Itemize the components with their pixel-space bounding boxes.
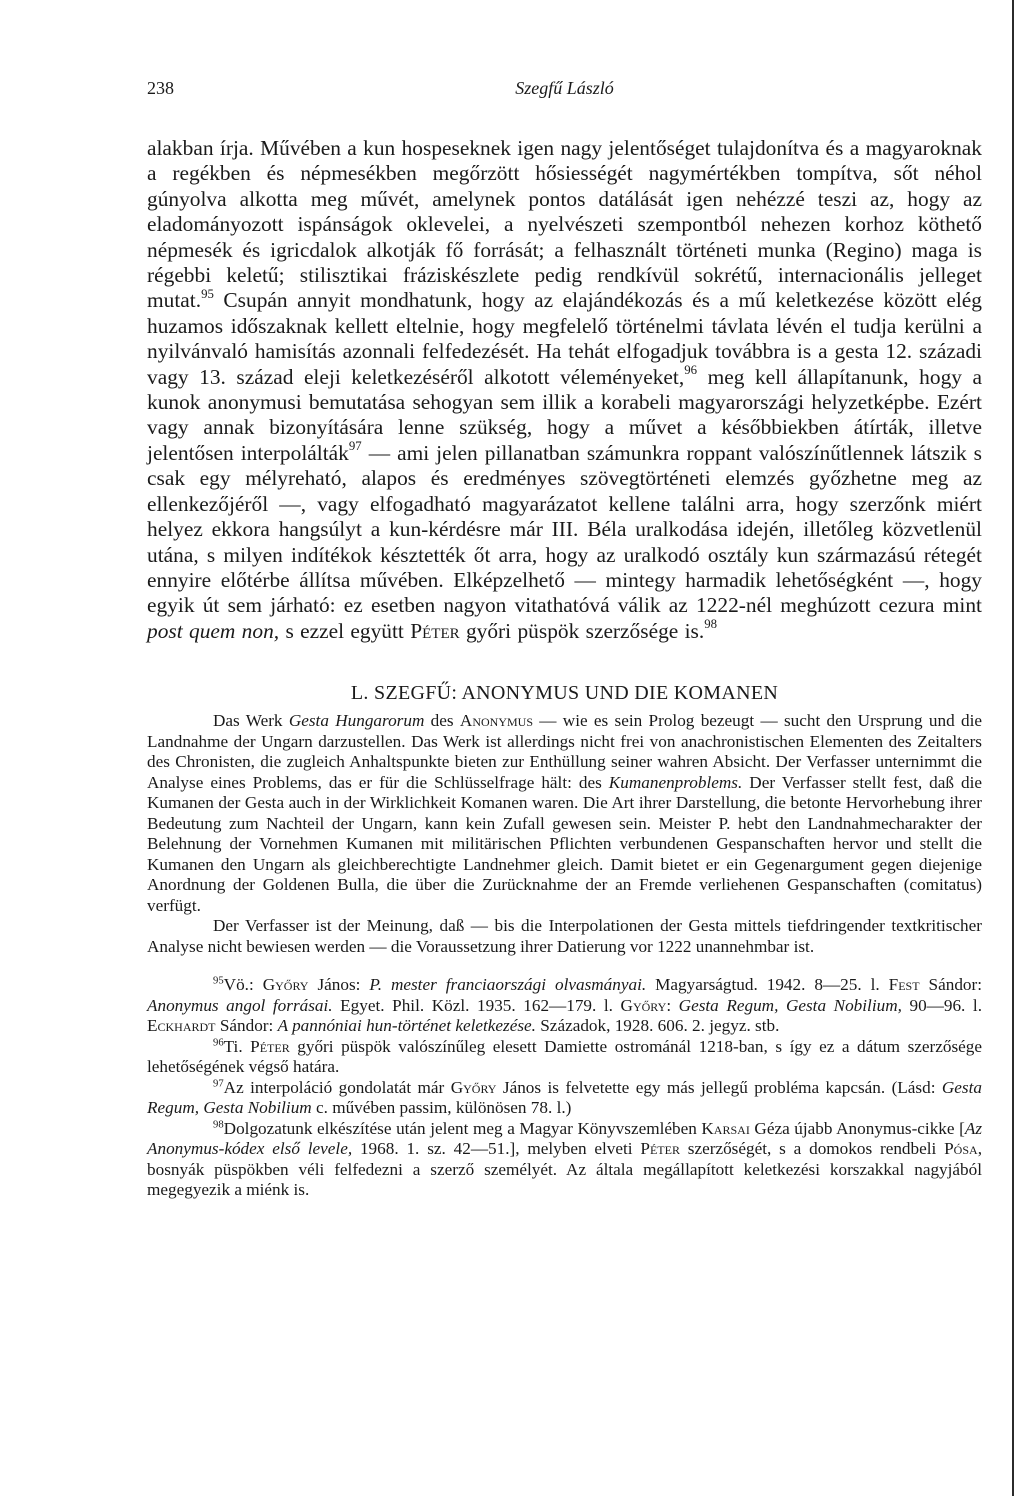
footnote-ref-97[interactable]: 97 [348, 439, 362, 454]
work-title: Gesta Regum, Gesta Nobilium, [678, 995, 902, 1015]
work-title: P. mester franciaországi olvasmányai. [369, 975, 647, 995]
author-name: Péter [410, 618, 460, 643]
text-run: Ti. [223, 1036, 251, 1056]
text-run: alakban írja. Művében a kun hospeseknek igen nagy jelentőséget tulajdonítva és a magyaroknak a regékben és népmesékben megőrzött hősiességét nagymértékben tompítva, sőt néhol gúnyolva alkotta meg művét, amelynek pontos datálását igen nehézzé teszi az, hogy az eladományozott ispánságok oklevelei, a nyelvészeti szempontból nehezen korhoz köthető népmesék és igricdalok alkotják fő forrását; a felhasznált történeti munka (Regino) maga is régebbi keletű; stilisztikai fráziskészlete pedig rendkívül sokrétű, internacionális jelleget mutat. [147, 136, 982, 313]
text-run: Vö.: [223, 975, 263, 995]
text-run: 90—96. l. [901, 995, 982, 1015]
text-run: c. művében passim, különösen 78. l.) [311, 1098, 572, 1118]
author-name: Pósa [944, 1139, 978, 1159]
work-title: Gesta Hungarorum [288, 711, 425, 731]
text-run: győri püspök valószínűleg elesett Damiette ostrománál 1218-ban, s így ez a dátum szerzősége lehetőségének végső határa. [147, 1036, 982, 1077]
book-page [147, 70, 982, 1201]
text-run: meg kell állapítanunk, hogy a kunok anonymusi bemutatása sehogyan sem illik a korabeli magyarországi helyzetképbe. Ezért vagy annak bizonyítására lenne szükség, hogy a művet a későbbiekben átírták, illetve jelentősen interpolálták [147, 364, 983, 465]
work-title: Anonymus angol forrásai. [147, 995, 333, 1015]
author-name: Győry [620, 995, 667, 1015]
text-run: Das Werk [213, 711, 289, 731]
text-run: Századok, 1928. 606. 2. jegyz. stb. [535, 1016, 780, 1036]
footnote-98 [147, 1119, 982, 1201]
text-run: Sándor: [919, 975, 983, 995]
footnote-number: 98 [213, 1118, 224, 1130]
work-title: Gesta Regum, Gesta Nobilium [147, 1077, 982, 1118]
main-paragraph [147, 136, 982, 644]
page-edge-line [1012, 0, 1014, 1496]
summary-title: L. SZEGFŰ: ANONYMUS UND DIE KOMANEN [350, 682, 779, 705]
text-run: Az interpoláció gondolatát már [223, 1077, 451, 1097]
footnote-95 [147, 975, 982, 1037]
text-run: szerzőségét, s a domokos rendbeli [679, 1139, 945, 1159]
author-name: Péter [250, 1036, 290, 1056]
text-run: Géza újabb Anonymus-cikke [ [749, 1118, 965, 1138]
footnote-number: 95 [213, 975, 224, 987]
page-number: 238 [147, 78, 174, 98]
text-run: János is felvetette egy más jellegű problémа kapcsán. (Lásd: [496, 1077, 942, 1097]
summary-paragraph: Der Verfasser ist der Meinung, daß — bis die Interpolationen der Gesta mittels tiefdringender textkritischer Analyse nicht bewiesen werden — die Voraussetzung ihrer Datierung vor 1222 unannehmbar ist. [147, 916, 982, 956]
text-run: Csupán annyit mondhatunk, hogy az elajándékozás és a mű keletkezése között elég huzamos időszaknak kellett eltelnie, hogy megfelelő történelmi távlata lévén el tudja kerülni a nyilvánvaló hamisítás azonnali felfedezését. Ha tehát elfogadjuk továbbra is a gesta 12. századi vagy 13. század eleji keletkezéséről alkotott véleményeket, [147, 288, 982, 389]
german-summary [147, 711, 982, 957]
footnote-number: 97 [213, 1077, 224, 1089]
latin-phrase: post quem non, [147, 618, 280, 643]
text-run: Der Verfasser stellt fest, daß die Kumanen der Gesta auch in der Wirklichkeit Komanen waren. Die Art ihrer Darstellung, die betonte Hervorhebung ihrer Bedeutung zum Nachteil der Ungarn, kann kein Zufall gewesen sein. Meister P. hebt den Landnahmecharakter der Belehnung der Vornehmen Kumanen mit militärischen Pflichten verbundenen Gespanschaften hervor und stellt die Kumanen den Ungarn als gleichberechtigte Landnehmer gleich. Damit bietet er ein Gegenargument gegen diejenige Anordnung der Goldenen Bulla, die über die Zurücknahme der an Fremde verliehenen Gespanschaften (comitatus) verfügt. [147, 772, 982, 915]
text-run: 1968. 1. sz. 42—51.], melyben elveti [352, 1139, 641, 1159]
text-run: Egyet. Phil. Közl. 1935. 162—179. l. [332, 995, 621, 1015]
italic-term: Kumanenproblems. [608, 772, 743, 792]
text-run: Sándor: [215, 1016, 278, 1036]
text-run: s ezzel együtt [279, 618, 411, 643]
text-run: des [424, 711, 460, 731]
text-run: , bosnyák püspökben véli felfedezni a szerző személyét. Az általa megállapított keletkezési korszakkal nagyjából megegyezik a miénk is. [147, 1139, 982, 1200]
text-run: Dolgozatunk elkészítése után jelent meg a Magyar Könyvszemlében [223, 1118, 702, 1138]
work-title: Az Anonymus-kódex első levele, [147, 1118, 983, 1159]
main-text [147, 136, 982, 644]
author-name: Karsai [701, 1118, 750, 1138]
author-name: Fest [888, 975, 920, 995]
text-run: János: [308, 975, 370, 995]
text-run: — wie es sein Prolog bezeugt — sucht den Ursprung und die Landnahme der Ungarn darzustellen. Das Werk ist allerdings nicht frei von anachronistischen Elementen des Zeitalters des Chronisten, die zugleich Anhaltspunkte bieten zur Enthüllung seiner wahren Absicht. Der Verfasser unternimmt die Analyse eines Problems, das er für die Schlüsselfrage hält: des [147, 711, 982, 792]
page-header [147, 70, 982, 104]
author-name: Győry [262, 975, 309, 995]
text-run: Magyarságtud. 1942. 8—25. l. [646, 975, 889, 995]
author-name: Anonymus [459, 711, 533, 731]
footnote-97 [147, 1078, 982, 1119]
text-run: — ami jelen pillanatban számunkra roppant valószínűtlennek látszik s csak egy mélyreható, alapos és eredményes szövegtörténeti elemzés győzhetne meg az ellenkezőjéről —, vagy elfogadható magyarázatot kellene találni arra, hogy szerzőnk miért helyez ekkora hangsúlyt a kun-kérdésre már III. Béla uralkodása idején, illetőleg közvetlenül utána, s milyen indítékok késztették őt arra, hogy az uralkodó osztály kun származású rétegét ennyire előtérbe állítsa művében. Elképzelhető — mintegy harmadik lehetőségként —, hogy egyik út sem járható: ez esetben nagyon vitathatóvá válik az 1222-nél meghúzott cezura mint [147, 440, 982, 618]
author-name: Eckhardt [147, 1016, 216, 1036]
footnotes [147, 975, 982, 1201]
text-run: győri püspök szerzősége is. [459, 618, 705, 643]
footnote-96 [147, 1037, 982, 1078]
footnote-ref-95[interactable]: 95 [201, 287, 214, 302]
summary-paragraph [147, 711, 982, 916]
footnote-ref-98[interactable]: 98 [704, 617, 718, 632]
author-name: Péter [640, 1139, 680, 1159]
text-run: : [666, 995, 679, 1015]
footnote-number: 96 [213, 1036, 224, 1048]
work-title: A pannóniai hun-történet keletkezése. [277, 1016, 536, 1036]
author-name: Győry [450, 1077, 497, 1097]
running-head: Szegfű László [515, 78, 614, 98]
footnote-ref-96[interactable]: 96 [684, 363, 698, 378]
